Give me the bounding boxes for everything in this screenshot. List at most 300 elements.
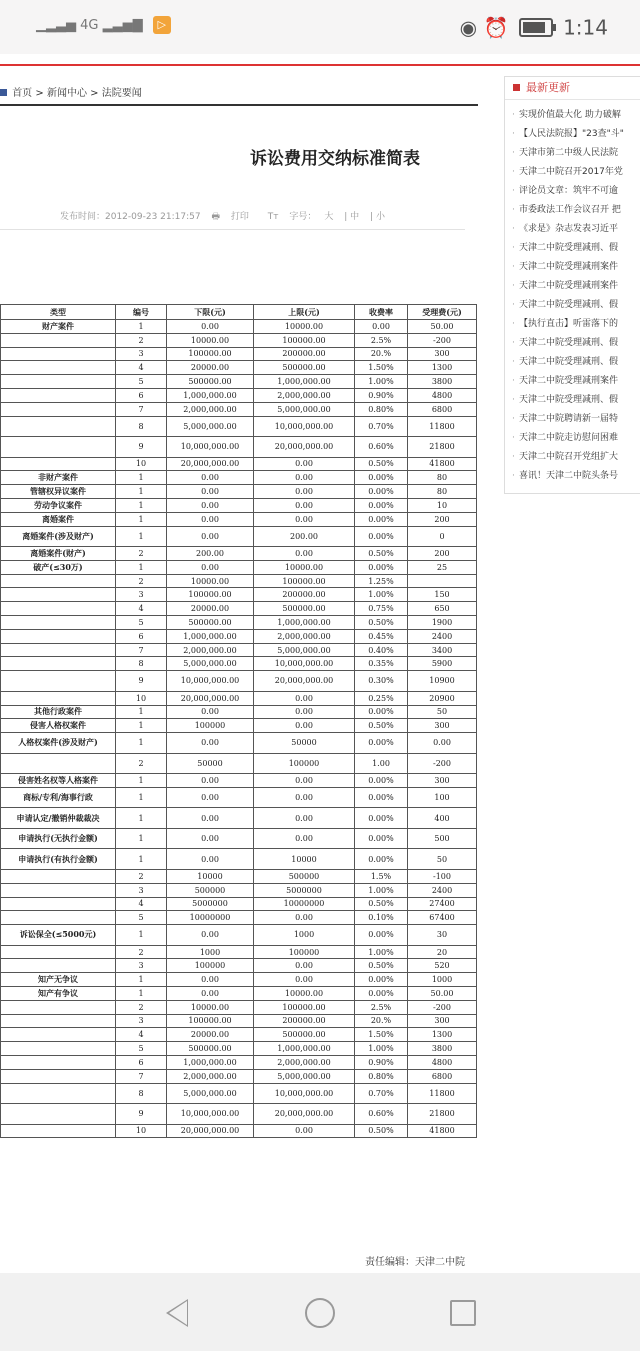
fee-table-row	[1, 616, 477, 630]
fee-table-row	[1, 588, 477, 602]
font-size-label: 字号：	[289, 212, 317, 222]
fee-table-cell: 10,000,000.00	[167, 437, 254, 458]
fee-table-cell: 0.50%	[355, 616, 408, 630]
fee-table	[0, 304, 477, 1138]
fee-table-cell: 1	[116, 733, 167, 754]
fee-table-cell: 11800	[408, 1083, 477, 1104]
fee-table-cell	[1, 388, 116, 402]
fee-table-cell: 21800	[408, 1104, 477, 1125]
fee-table-cell	[1, 457, 116, 471]
fee-table-row	[1, 375, 477, 389]
fee-table-cell: 10900	[408, 671, 477, 692]
fee-table-cell: 30	[408, 925, 477, 946]
fee-table-cell: 2	[116, 333, 167, 347]
fee-table-cell	[1, 347, 116, 361]
fee-table-cell: 1.00%	[355, 945, 408, 959]
fee-table-cell: 0.50%	[355, 897, 408, 911]
fee-table-row	[1, 471, 477, 485]
fee-table-row	[1, 1069, 477, 1083]
fee-table-cell	[1, 691, 116, 705]
fee-table-cell: 1,000,000.00	[167, 388, 254, 402]
fee-table-cell: 5,000,000.00	[167, 416, 254, 437]
fee-table-cell: 0.00	[254, 911, 355, 925]
fee-table-row	[1, 671, 477, 692]
fee-table-cell: 0.00	[254, 808, 355, 829]
fee-table-cell: 0.60%	[355, 1104, 408, 1125]
fee-table-row	[1, 629, 477, 643]
fee-table-cell: 0.00%	[355, 526, 408, 547]
fee-table-cell: 0.00	[254, 973, 355, 987]
sidebar-news-item[interactable]: · 天津二中院受理减刑、假	[509, 239, 640, 258]
fee-table-header-cell: 受理费(元)	[408, 305, 477, 320]
sidebar-news-item[interactable]: · 市委政法工作会议召开 把	[509, 201, 640, 220]
fee-table-cell: 500000.00	[254, 602, 355, 616]
fee-table-cell: 10	[408, 498, 477, 512]
fee-table-cell: 10	[116, 1124, 167, 1138]
fee-table-cell: 20,000,000.00	[167, 457, 254, 471]
fee-table-cell: 0.00	[167, 320, 254, 334]
sidebar-news-item[interactable]: · 天津二中院受理减刑、假	[509, 353, 640, 372]
fee-table-cell: 2	[116, 547, 167, 561]
fee-table-cell: 1	[116, 787, 167, 808]
fee-table-cell: 200	[408, 512, 477, 526]
sidebar-news-item[interactable]: · 《求是》杂志发表习近平	[509, 220, 640, 239]
latest-updates-list	[509, 106, 640, 486]
fee-table-cell: 4	[116, 1028, 167, 1042]
breadcrumb-sep: >	[90, 88, 99, 99]
fee-table-cell: 11800	[408, 416, 477, 437]
fee-table-cell: 1,000,000.00	[167, 1055, 254, 1069]
fee-table-cell: 500000.00	[167, 375, 254, 389]
fee-table-cell: 离婚案件(财产)	[1, 547, 116, 561]
sidebar-news-item[interactable]: · 天津二中院聘请新一届特	[509, 410, 640, 429]
sidebar-news-item[interactable]: · 【人民法院报】"23查"斗"	[509, 125, 640, 144]
fee-table-cell: 1,000,000.00	[167, 629, 254, 643]
print-link[interactable]	[211, 212, 256, 222]
page-title: 诉讼费用交纳标准简表	[250, 149, 420, 169]
fee-table-cell	[1, 1069, 116, 1083]
fee-table-cell	[1, 375, 116, 389]
fee-table-cell: 20,000,000.00	[167, 691, 254, 705]
sidebar-news-item[interactable]: · 天津二中院召开党组扩大	[509, 448, 640, 467]
fee-table-cell: 1000	[408, 973, 477, 987]
sidebar-news-item[interactable]: · 天津二中院受理减刑、假	[509, 296, 640, 315]
fee-table-cell	[1, 1014, 116, 1028]
fee-table-cell: 6800	[408, 402, 477, 416]
fee-table-cell: 0.00%	[355, 828, 408, 849]
fee-table-row	[1, 657, 477, 671]
print-label: 打印	[230, 212, 249, 222]
fee-table-cell: 5000000	[167, 897, 254, 911]
fee-table-cell: 500000.00	[254, 361, 355, 375]
font-medium-link[interactable]: 中	[350, 212, 360, 222]
breadcrumb-home[interactable]: 首页	[12, 88, 33, 99]
fee-table-row	[1, 402, 477, 416]
fee-table-row	[1, 388, 477, 402]
status-right	[460, 14, 608, 40]
fee-table-cell: 6800	[408, 1069, 477, 1083]
fee-table-cell: 0.00	[254, 959, 355, 973]
latest-updates-panel	[504, 76, 640, 494]
fee-table-cell	[1, 657, 116, 671]
fee-table-cell: 1900	[408, 616, 477, 630]
fee-table-cell: 破产(≤30万)	[1, 560, 116, 574]
font-size-control: Tт 字号： 大 | 中 | 小	[267, 212, 385, 222]
fee-table-cell: 1,000,000.00	[254, 1042, 355, 1056]
fee-table-cell	[1, 869, 116, 883]
fee-table-cell	[1, 753, 116, 774]
fee-table-row	[1, 897, 477, 911]
fee-table-cell: 0.00	[167, 705, 254, 719]
fee-table-cell: 5	[116, 911, 167, 925]
fee-table-cell: 10	[116, 691, 167, 705]
fee-table-cell: 5	[116, 375, 167, 389]
font-small-link[interactable]: 小	[375, 212, 385, 222]
fee-table-cell: 6	[116, 1055, 167, 1069]
fee-table-cell: 10,000,000.00	[167, 671, 254, 692]
sidebar-news-item[interactable]: · 实现价值最大化 助力破解	[509, 106, 640, 125]
fee-table-cell: 7	[116, 643, 167, 657]
fee-table-cell	[1, 1000, 116, 1014]
fee-table-cell: 0.00%	[355, 560, 408, 574]
fee-table-cell	[1, 602, 116, 616]
fee-table-cell: 9	[116, 671, 167, 692]
fee-table-cell	[1, 629, 116, 643]
fee-table-cell: -200	[408, 333, 477, 347]
sidebar-news-item[interactable]: · 喜讯！天津二中院头条号	[509, 467, 640, 486]
fee-table-cell: 10,000,000.00	[254, 657, 355, 671]
fee-table-cell: 2	[116, 753, 167, 774]
fee-table-cell	[1, 1028, 116, 1042]
breadcrumb-news[interactable]: 新闻中心	[46, 88, 87, 99]
fee-table-cell: 10,000,000.00	[254, 416, 355, 437]
fee-table-row	[1, 347, 477, 361]
fee-table-cell: 申请执行(有执行金额)	[1, 849, 116, 870]
fee-table-cell	[1, 416, 116, 437]
fee-table-cell: 50	[408, 849, 477, 870]
fee-table-cell: 1	[116, 987, 167, 1001]
fee-table-cell: 0.70%	[355, 1083, 408, 1104]
fee-table-cell	[1, 437, 116, 458]
fee-table-row	[1, 787, 477, 808]
fee-table-cell: 1	[116, 719, 167, 733]
fee-table-cell: 5	[116, 1042, 167, 1056]
breadcrumb-sep: >	[35, 88, 44, 99]
fee-table-cell: 0.45%	[355, 629, 408, 643]
fee-table-cell: 0.00%	[355, 705, 408, 719]
fee-table-cell: 非财产案件	[1, 471, 116, 485]
fee-table-row	[1, 987, 477, 1001]
status-bar	[0, 0, 640, 54]
fee-table-cell: 0.00	[254, 512, 355, 526]
fee-table-cell: 10000.00	[254, 320, 355, 334]
fee-table-cell: 劳动争议案件	[1, 498, 116, 512]
fee-table-cell: 20,000,000.00	[254, 1104, 355, 1125]
fee-table-cell: 0.00	[167, 973, 254, 987]
fee-table-cell: 0.00	[355, 320, 408, 334]
fee-table-cell: 10000.00	[167, 1000, 254, 1014]
fee-table-cell: 0.00	[167, 828, 254, 849]
sidebar-news-item[interactable]: · 天津二中院受理减刑案件	[509, 258, 640, 277]
home-button-icon[interactable]	[305, 1298, 335, 1328]
fee-table-cell: 1	[116, 973, 167, 987]
fee-table-row	[1, 643, 477, 657]
fee-table-cell: 0.00	[254, 691, 355, 705]
fee-table-cell: 9	[116, 1104, 167, 1125]
fee-table-cell: 1300	[408, 361, 477, 375]
fee-table-cell: 1000	[167, 945, 254, 959]
fee-table-cell: 3	[116, 588, 167, 602]
fee-table-cell: 诉讼保全(≤5000元)	[1, 925, 116, 946]
article-meta	[60, 209, 401, 225]
fee-table-cell: 520	[408, 959, 477, 973]
fee-table-cell: 1	[116, 560, 167, 574]
sidebar-news-item[interactable]: · 天津二中院受理减刑、假	[509, 334, 640, 353]
fee-table-cell: 6	[116, 388, 167, 402]
breadcrumb-section[interactable]: 法院要闻	[101, 88, 142, 99]
fee-table-cell: 1,000,000.00	[254, 375, 355, 389]
fee-table-cell: 3	[116, 1014, 167, 1028]
fee-table-cell	[1, 1042, 116, 1056]
font-large-link[interactable]: 大	[324, 212, 334, 222]
clock-time: 1:14	[563, 15, 608, 40]
fee-table-cell: 0.00	[254, 705, 355, 719]
fee-table-cell: 5,000,000.00	[254, 643, 355, 657]
fee-table-row	[1, 828, 477, 849]
android-nav-bar	[0, 1273, 640, 1351]
fee-table-cell: 0.00	[254, 471, 355, 485]
fee-table-cell: 5	[116, 616, 167, 630]
fee-table-cell: 0.00%	[355, 485, 408, 499]
fee-table-cell: 4800	[408, 388, 477, 402]
fee-table-cell: 1.00	[355, 753, 408, 774]
sidebar-news-item[interactable]: · 【执行直击】听雷落下的	[509, 315, 640, 334]
fee-table-cell: 500000	[254, 869, 355, 883]
fee-table-cell: 100	[408, 787, 477, 808]
fee-table-row	[1, 574, 477, 588]
fee-table-cell: 0.00%	[355, 973, 408, 987]
app-notification-icon: ▷	[153, 16, 171, 34]
fee-table-cell: 0.00	[254, 719, 355, 733]
fee-table-cell: 0.80%	[355, 1069, 408, 1083]
fee-table-cell: 0.00	[254, 828, 355, 849]
fee-table-header-cell: 收费率	[355, 305, 408, 320]
fee-table-cell: 0.60%	[355, 437, 408, 458]
fee-table-cell: 1	[116, 828, 167, 849]
fee-table-cell: 1	[116, 808, 167, 829]
fee-table-cell: 3	[116, 883, 167, 897]
fee-table-cell	[1, 402, 116, 416]
fee-table-cell: 500000.00	[167, 1042, 254, 1056]
fee-table-cell: 0.00%	[355, 849, 408, 870]
fee-table-cell: 1	[116, 774, 167, 788]
fee-table-cell: 0.10%	[355, 911, 408, 925]
fee-table-cell: 0.00%	[355, 471, 408, 485]
sidebar-news-item[interactable]: · 评论员文章：筑牢不可逾	[509, 182, 640, 201]
fee-table-cell: 0.00	[167, 471, 254, 485]
fee-table-cell: 0.00%	[355, 987, 408, 1001]
battery-icon	[519, 18, 553, 37]
fee-table-cell: 0.00	[167, 733, 254, 754]
fee-table-cell: 0.00	[167, 485, 254, 499]
fee-table-cell: 侵害姓名权等人格案件	[1, 774, 116, 788]
fee-table-cell: 1	[116, 498, 167, 512]
fee-table-cell: 2	[116, 869, 167, 883]
home-icon	[0, 89, 7, 96]
fee-table-cell: 100000	[254, 945, 355, 959]
sidebar-news-item[interactable]: · 天津二中院受理减刑、假	[509, 391, 640, 410]
fee-table-cell: 其他行政案件	[1, 705, 116, 719]
signal-bars-icon: ▂▃▅▇	[102, 17, 143, 33]
fee-table-row	[1, 526, 477, 547]
fee-table-cell: 0.00%	[355, 774, 408, 788]
fee-table-cell: 300	[408, 347, 477, 361]
fee-table-cell: 4800	[408, 1055, 477, 1069]
fee-table-cell	[1, 333, 116, 347]
fee-table-cell: 200.00	[254, 526, 355, 547]
status-left	[36, 16, 171, 34]
fee-table-cell: 管辖权异议案件	[1, 485, 116, 499]
sidebar-news-item[interactable]: · 天津二中院受理减刑案件	[509, 277, 640, 296]
fee-table-cell: 知产无争议	[1, 973, 116, 987]
breadcrumb-divider	[0, 104, 478, 106]
fee-table-cell: 0.00	[254, 457, 355, 471]
fee-table-cell: -200	[408, 1000, 477, 1014]
fee-table-cell: 0.00%	[355, 808, 408, 829]
fee-table-cell: 离婚案件	[1, 512, 116, 526]
fee-table-header-cell: 编号	[116, 305, 167, 320]
fee-table-cell: 8	[116, 416, 167, 437]
fee-table-row	[1, 945, 477, 959]
fee-table-cell: 2,000,000.00	[254, 1055, 355, 1069]
fee-table-cell: 0.00	[167, 849, 254, 870]
fee-table-row	[1, 320, 477, 334]
responsible-editor: 责任编辑：天津二中院	[365, 1257, 465, 1268]
fee-table-cell: 2400	[408, 883, 477, 897]
fee-table-cell: 侵害人格权案件	[1, 719, 116, 733]
fee-table-cell: 100000.00	[254, 574, 355, 588]
fee-table-cell: 1.50%	[355, 361, 408, 375]
fee-table-header-row	[1, 305, 477, 320]
fee-table-cell: 1	[116, 485, 167, 499]
fee-table-cell: 1	[116, 849, 167, 870]
breadcrumb	[0, 84, 142, 99]
fee-table-cell: 5,000,000.00	[167, 1083, 254, 1104]
fee-table-cell: 25	[408, 560, 477, 574]
fee-table-cell: 2	[116, 574, 167, 588]
fee-table-cell: 650	[408, 602, 477, 616]
sidebar-news-item[interactable]: · 天津二中院召开2017年党	[509, 163, 640, 182]
signal-icon: ▁▂▃▅	[36, 17, 76, 33]
fee-table-cell: 1.00%	[355, 588, 408, 602]
fee-table-cell: 申请执行(无执行金额)	[1, 828, 116, 849]
recent-apps-icon[interactable]	[450, 1300, 476, 1326]
fee-table-cell: 1.00%	[355, 375, 408, 389]
sidebar-news-item[interactable]: · 天津二中院受理减刑案件	[509, 372, 640, 391]
fee-table-row	[1, 733, 477, 754]
sidebar-news-item[interactable]: · 天津市第二中级人民法院	[509, 144, 640, 163]
fee-table-cell: 0.00	[167, 498, 254, 512]
fee-table-cell: 1	[116, 925, 167, 946]
fee-table-cell: 1	[116, 526, 167, 547]
fee-table-row	[1, 774, 477, 788]
fee-table-cell: 0.80%	[355, 402, 408, 416]
fee-table-row	[1, 485, 477, 499]
fee-table-cell: 20	[408, 945, 477, 959]
fee-table-cell: 5,000,000.00	[254, 1069, 355, 1083]
fee-table-cell: 3800	[408, 1042, 477, 1056]
fee-table-row	[1, 1028, 477, 1042]
fee-table-cell: 1.00%	[355, 883, 408, 897]
fee-table-cell: 20000.00	[167, 1028, 254, 1042]
fee-table-cell: 1.5%	[355, 869, 408, 883]
fee-table-row	[1, 437, 477, 458]
fee-table-row	[1, 911, 477, 925]
fee-table-cell: 1.25%	[355, 574, 408, 588]
fee-table-cell: 0.00%	[355, 787, 408, 808]
fee-table-cell: 0.00	[167, 560, 254, 574]
fee-table-cell: 3	[116, 347, 167, 361]
fee-table-cell: 10000.00	[254, 987, 355, 1001]
fee-table-cell: 5000000	[254, 883, 355, 897]
fee-table-cell: 10000	[167, 869, 254, 883]
fee-table-cell	[1, 1104, 116, 1125]
fee-table-cell: 0.00	[167, 987, 254, 1001]
fee-table-cell	[1, 1083, 116, 1104]
fee-table-cell: 6	[116, 629, 167, 643]
fee-table-header-cell: 上限(元)	[254, 305, 355, 320]
fee-table-cell: 4	[116, 602, 167, 616]
fee-table-cell: 20000.00	[167, 602, 254, 616]
fee-table-cell: 0.00	[167, 808, 254, 829]
fee-table-cell: 3400	[408, 643, 477, 657]
fee-table-cell: 知产有争议	[1, 987, 116, 1001]
fee-table-cell: 0.00%	[355, 925, 408, 946]
fee-table-row	[1, 691, 477, 705]
fee-table-cell: 0.00%	[355, 498, 408, 512]
sidebar-news-item[interactable]: · 天津二中院走访慰问困难	[509, 429, 640, 448]
latest-updates-header	[505, 77, 640, 100]
fee-table-cell	[408, 574, 477, 588]
fee-table-cell	[1, 671, 116, 692]
fee-table-cell: 50	[408, 705, 477, 719]
fee-table-cell: 500000.00	[167, 616, 254, 630]
fee-table-cell: 申请认定/撤销仲裁裁决	[1, 808, 116, 829]
fee-table-cell: 21800	[408, 437, 477, 458]
fee-table-row	[1, 1104, 477, 1125]
fee-table-cell: 0.25%	[355, 691, 408, 705]
fee-table-cell	[1, 883, 116, 897]
fee-table-cell: 4	[116, 897, 167, 911]
fee-table-cell: 10000000	[254, 897, 355, 911]
fee-table-row	[1, 547, 477, 561]
fee-table-cell: 2,000,000.00	[167, 402, 254, 416]
fee-table-cell: 0.00	[167, 925, 254, 946]
fee-table-cell: 20000.00	[167, 361, 254, 375]
fee-table-cell: 400	[408, 808, 477, 829]
fee-table-cell: 50000	[254, 733, 355, 754]
fee-table-cell: 100000.00	[167, 1014, 254, 1028]
fee-table-cell	[1, 574, 116, 588]
fee-table-cell: 8	[116, 657, 167, 671]
fee-table-cell: 7	[116, 402, 167, 416]
fee-table-cell: 0.00	[254, 787, 355, 808]
back-icon-inner	[169, 1301, 187, 1325]
fee-table-cell: 0.00%	[355, 733, 408, 754]
fee-table-row	[1, 602, 477, 616]
fee-table-cell: 500000	[167, 883, 254, 897]
fee-table-cell: 80	[408, 485, 477, 499]
